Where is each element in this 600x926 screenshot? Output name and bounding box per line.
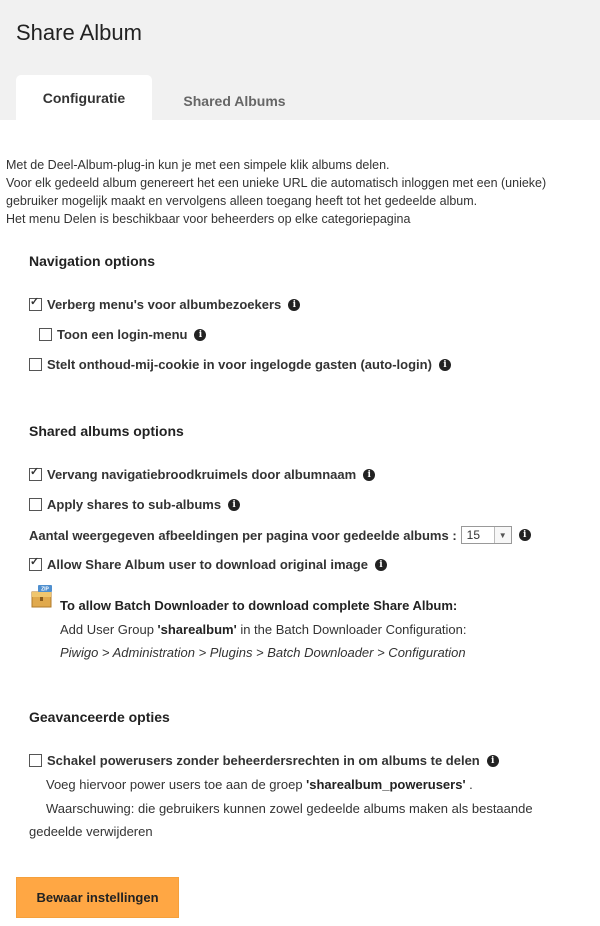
login-menu-option[interactable] (39, 327, 206, 342)
zip-badge-text: ZIP (41, 586, 49, 593)
batch-config-path: Piwigo > Administration > Plugins > Batch Downloader > Configuration (60, 645, 466, 660)
info-icon[interactable]: i (487, 755, 499, 767)
powerusers-option[interactable] (29, 753, 499, 768)
navigation-heading: Navigation options (29, 253, 155, 269)
remember-cookie-label: Stelt onthoud-mij-cookie in voor ingelogde gasten (auto-login) (47, 357, 432, 372)
breadcrumbs-label: Vervang navigatiebroodkruimels door albumnaam (47, 467, 357, 482)
info-icon[interactable]: i (519, 529, 531, 541)
intro-line: Het menu Delen is beschikbaar voor beheerders op elke categoriepagina (6, 212, 411, 226)
page-title: Share Album (16, 20, 142, 45)
per-page-select[interactable] (461, 526, 512, 544)
batch-instruction (60, 622, 467, 637)
batch-instruction-pre: Add User Group (60, 622, 158, 637)
remember-cookie-checkbox[interactable] (29, 358, 42, 371)
sub-albums-checkbox[interactable] (29, 498, 42, 511)
info-icon[interactable]: i (375, 559, 387, 571)
intro-line: gebruiker mogelijk maakt en vervolgens alleen toegang heeft tot het gedeelde album. (6, 194, 478, 208)
login-menu-checkbox[interactable] (39, 328, 52, 341)
info-icon[interactable]: i (439, 359, 451, 371)
info-icon[interactable]: i (194, 329, 206, 341)
hide-menu-label: Verberg menu's voor albumbezoekers (47, 297, 282, 312)
powerusers-note (46, 777, 473, 792)
per-page-value: 15 (466, 528, 481, 542)
hide-menu-checkbox[interactable] (29, 298, 42, 311)
per-page-label: Aantal weergegeven afbeeldingen per pagina voor gedeelde albums : (29, 527, 457, 543)
download-label: Allow Share Album user to download original image (47, 557, 368, 572)
header (0, 0, 600, 120)
breadcrumbs-checkbox[interactable] (29, 468, 42, 481)
powerusers-note-pre: Voeg hiervoor power users toe aan de groep (46, 777, 307, 792)
batch-title: To allow Batch Downloader to download complete Share Album: (60, 598, 458, 613)
powerusers-label: Schakel powerusers zonder beheerdersrechten in om albums te delen (47, 753, 480, 768)
info-icon[interactable]: i (363, 469, 375, 481)
remember-cookie-option[interactable] (29, 357, 451, 372)
info-icon[interactable]: i (288, 299, 300, 311)
intro-text (6, 156, 598, 228)
intro-line: Met de Deel-Album-plug-in kun je met een simpele klik albums delen. (6, 158, 390, 172)
sub-albums-label: Apply shares to sub-albums (47, 497, 222, 512)
shared-albums-heading: Shared albums options (29, 423, 184, 439)
powerusers-checkbox[interactable] (29, 754, 42, 767)
powerusers-warning: Waarschuwing: die gebruikers kunnen zowel gedeelde albums maken als bestaande (46, 801, 533, 816)
hide-menu-option[interactable] (29, 297, 300, 312)
advanced-heading: Geavanceerde opties (29, 709, 170, 725)
powerusers-group-name: 'sharealbum_powerusers' (306, 777, 466, 792)
chevron-down-icon: ▼ (494, 527, 511, 543)
info-icon[interactable]: i (228, 499, 240, 511)
zip-archive-icon (31, 584, 53, 608)
save-settings-button[interactable]: Bewaar instellingen (16, 877, 179, 918)
download-checkbox[interactable] (29, 558, 42, 571)
download-option[interactable] (29, 557, 387, 572)
tab-shared-albums[interactable]: Shared Albums (183, 92, 286, 109)
per-page-option (29, 526, 531, 544)
batch-instruction-post: in the Batch Downloader Configuration: (236, 622, 467, 637)
intro-line: Voor elk gedeeld album genereert het een unieke URL die automatisch inloggen met een (unieke) (6, 176, 547, 190)
powerusers-note-post: . (465, 777, 473, 792)
powerusers-warning-cont: gedeelde verwijderen (29, 824, 153, 839)
login-menu-label: Toon een login-menu (57, 327, 188, 342)
batch-group-name: 'sharealbum' (157, 622, 237, 637)
breadcrumbs-option[interactable] (29, 467, 375, 482)
sub-albums-option[interactable] (29, 497, 240, 512)
tab-configuratie[interactable]: Configuratie (16, 75, 152, 120)
